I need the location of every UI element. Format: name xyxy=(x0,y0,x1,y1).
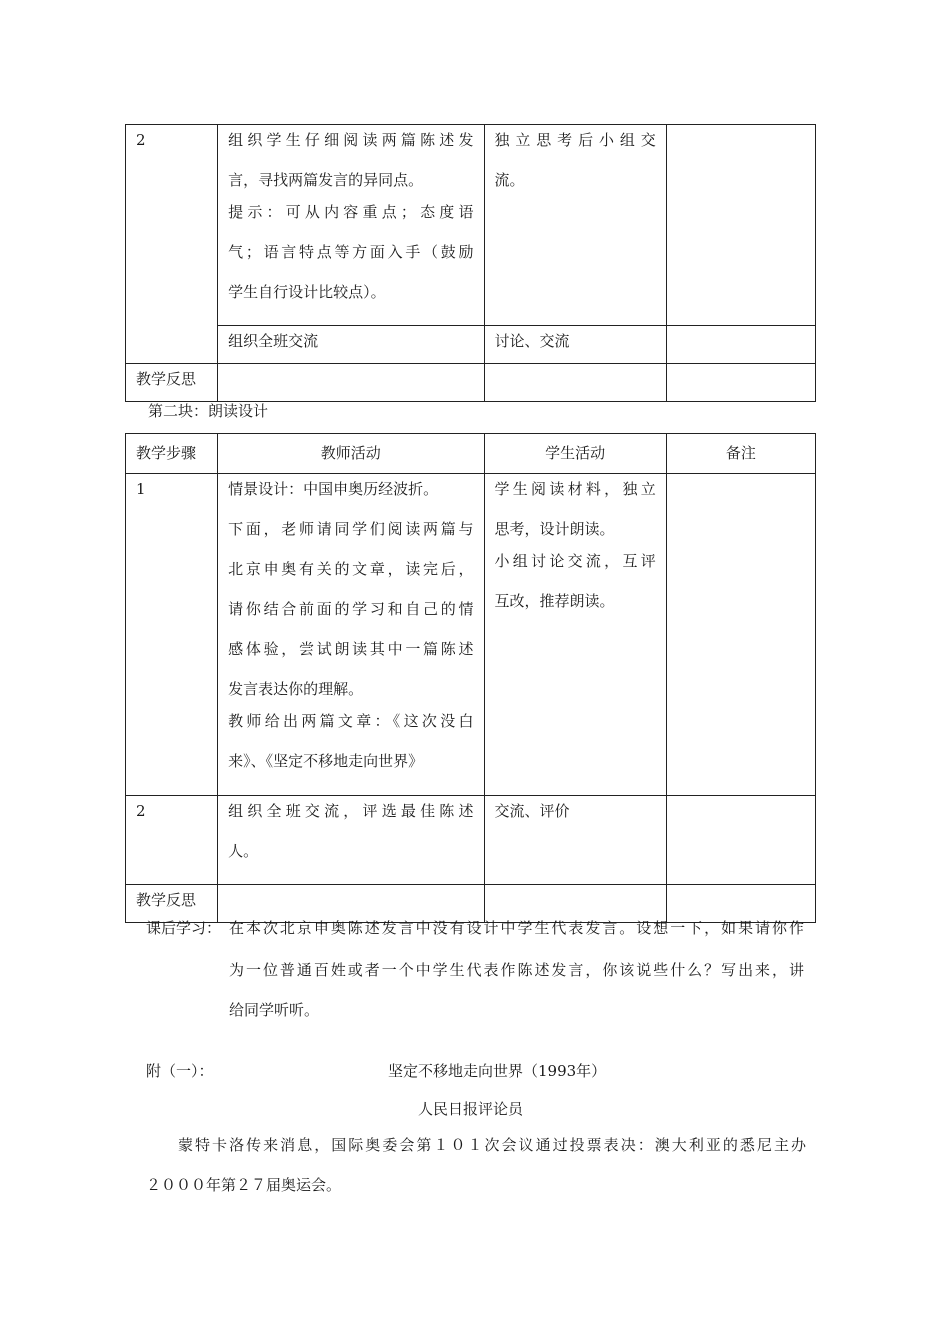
table-row xyxy=(126,364,816,402)
table-header-row xyxy=(126,434,816,474)
table-row xyxy=(126,796,816,885)
empty-cell xyxy=(666,364,815,402)
student-line: 思考，设计朗读。 xyxy=(494,520,615,538)
header-student: 学生活动 xyxy=(484,434,666,474)
step-number: 2 xyxy=(136,802,146,820)
step-number: 2 xyxy=(136,131,146,149)
header-teacher: 教师活动 xyxy=(218,434,484,474)
teacher-line: 感体验，尝试朗读其中一篇陈述 xyxy=(228,640,474,658)
step-cell xyxy=(126,796,218,885)
teacher-activity-cell xyxy=(218,326,484,364)
student-line: 独立思考后小组交 xyxy=(494,131,656,149)
table-row xyxy=(126,474,816,796)
appendix-label: 附（一）： xyxy=(146,1062,214,1080)
table-row xyxy=(126,125,816,326)
homework-label: 课后学习： xyxy=(146,919,222,937)
teacher-line: 言，寻找两篇发言的异同点。 xyxy=(228,171,424,189)
teacher-line: 气；语言特点等方面入手（鼓励 xyxy=(228,243,474,261)
teacher-line: 北京申奥有关的文章，读完后， xyxy=(228,560,474,578)
student-line: 流。 xyxy=(494,171,525,189)
homework-line: 在本次北京申奥陈述发言中没有设计中学生代表发言。设想一下，如果请你作 xyxy=(229,919,804,937)
teacher-activity-cell xyxy=(218,474,484,796)
step-number: 1 xyxy=(136,480,146,498)
student-line: 互改，推荐朗读。 xyxy=(494,592,615,610)
section-title: 第二块：朗读设计 xyxy=(148,402,269,420)
student-line: 学生阅读材料，独立 xyxy=(494,480,656,498)
teacher-line: 组织全班交流，评选最佳陈述 xyxy=(228,802,474,820)
empty-cell xyxy=(218,364,484,402)
empty-cell xyxy=(484,364,666,402)
homework-line: 给同学听听。 xyxy=(229,1001,320,1019)
table-row xyxy=(126,326,816,364)
notes-cell xyxy=(666,474,815,796)
teacher-line: 情景设计：中国申奥历经波折。 xyxy=(228,480,439,498)
teacher-line: 组织学生仔细阅读两篇陈述发 xyxy=(228,131,474,149)
article-author: 人民日报评论员 xyxy=(418,1100,524,1118)
step-cell xyxy=(126,474,218,796)
student-line: 小组讨论交流，互评 xyxy=(494,552,656,570)
reflection-label: 教学反思 xyxy=(136,370,197,388)
student-activity-cell xyxy=(484,796,666,885)
teacher-line: 请你结合前面的学习和自己的情 xyxy=(228,600,474,618)
teacher-line: 提示：可从内容重点；态度语 xyxy=(228,203,474,221)
student-text: 交流、评价 xyxy=(494,802,570,820)
student-activity-cell xyxy=(484,326,666,364)
notes-cell xyxy=(666,125,815,326)
notes-cell xyxy=(666,326,815,364)
homework-line: 为一位普通百姓或者一个中学生代表作陈述发言，你该说些什么？写出来，讲 xyxy=(229,961,804,979)
header-step: 教学步骤 xyxy=(126,434,218,474)
lesson-table-part1 xyxy=(125,124,816,402)
teacher-line: 发言表达你的理解。 xyxy=(228,680,364,698)
student-activity-cell xyxy=(484,474,666,796)
teacher-line: 下面，老师请同学们阅读两篇与 xyxy=(228,520,474,538)
teacher-activity-cell xyxy=(218,796,484,885)
teacher-line: 人。 xyxy=(228,842,259,860)
lesson-table-part2 xyxy=(125,433,816,923)
notes-cell xyxy=(666,796,815,885)
step-cell xyxy=(126,125,218,364)
article-paragraph-line: ２０００年第２７届奥运会。 xyxy=(146,1176,342,1194)
article-paragraph-line: 蒙特卡洛传来消息，国际奥委会第１０１次会议通过投票表决：澳大利亚的悉尼主办 xyxy=(178,1136,806,1154)
teacher-text: 组织全班交流 xyxy=(228,332,319,350)
teacher-line: 教师给出两篇文章：《这次没白 xyxy=(228,712,474,730)
header-notes: 备注 xyxy=(666,434,815,474)
reflection-label: 教学反思 xyxy=(136,891,197,909)
student-activity-cell xyxy=(484,125,666,326)
reflection-label-cell xyxy=(126,364,218,402)
article-title: 坚定不移地走向世界（1993年） xyxy=(388,1062,607,1080)
teacher-line: 学生自行设计比较点）。 xyxy=(228,283,386,301)
teacher-line: 来》、《坚定不移地走向世界》 xyxy=(228,752,424,770)
student-text: 讨论、交流 xyxy=(494,332,570,350)
teacher-activity-cell xyxy=(218,125,484,326)
